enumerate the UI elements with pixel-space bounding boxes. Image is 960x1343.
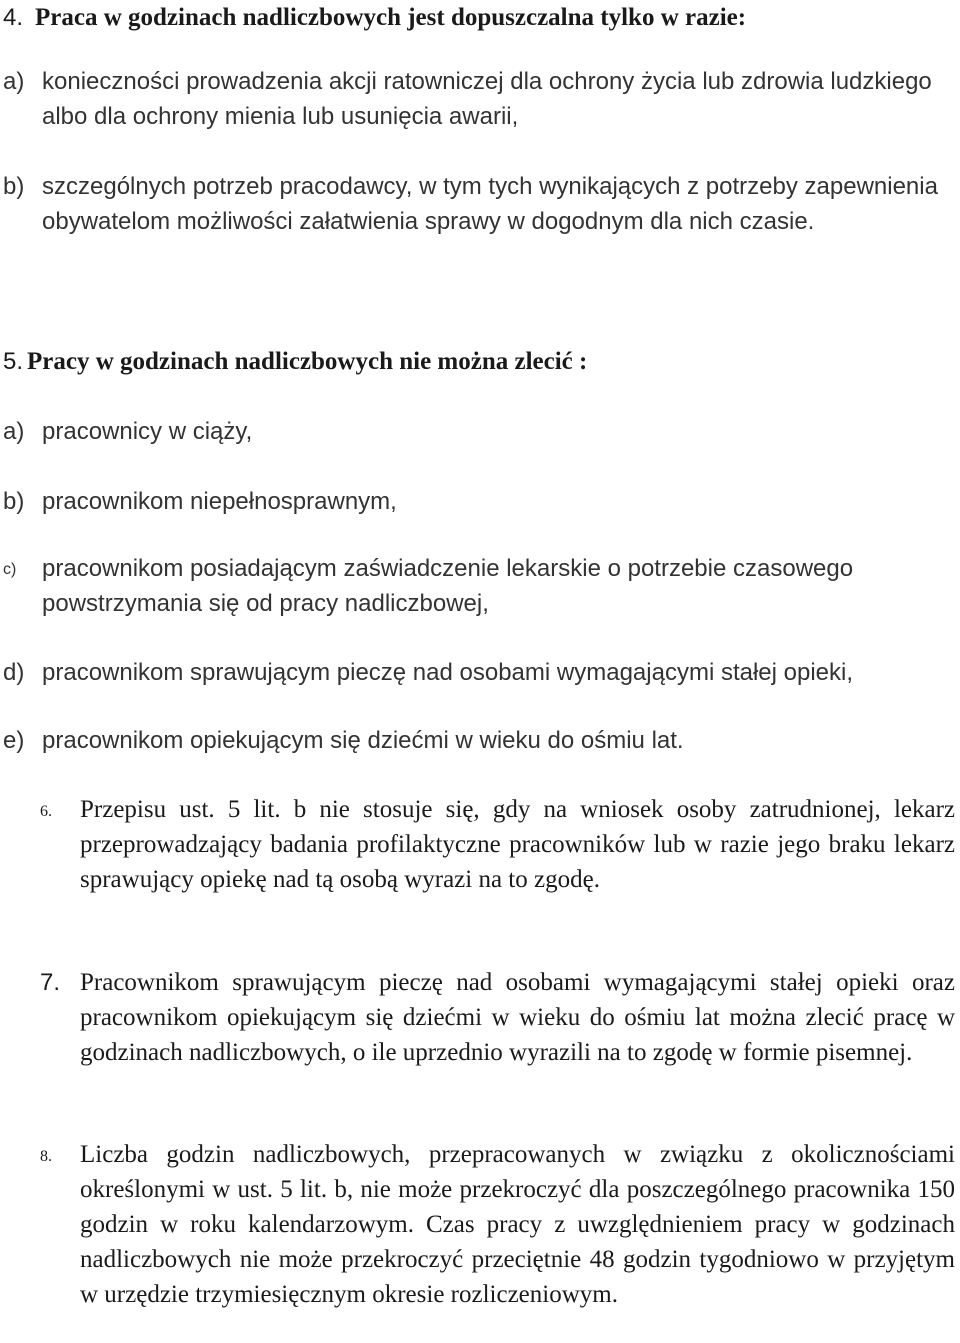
item-label: c) bbox=[3, 561, 17, 578]
section-6-number: 6. bbox=[40, 803, 52, 820]
item-text: szczególnych potrzeb pracodawcy, w tym tych wynikających z potrzeby zapewnienia obywatelom możliwości załatwienia sprawy w dogodnym dla nich czasie. bbox=[42, 173, 938, 235]
section-4-title: Praca w godzinach nadliczbowych jest dopuszczalna tylko w razie: bbox=[35, 4, 747, 31]
section-5-title: Pracy w godzinach nadliczbowych nie można zlecić : bbox=[27, 348, 588, 375]
section-7 bbox=[40, 965, 955, 1105]
section-5-item-e bbox=[3, 723, 958, 759]
item-label: b) bbox=[3, 173, 25, 200]
section-6-text: Przepisu ust. 5 lit. b nie stosuje się, gdy na wniosek osoby zatrudnionej, lekarz przeprowadzający badania profilaktyczne pracowników lub w razie jego braku lekarz sprawujący opiekę nad tą osobą wyrazi na to zgodę. bbox=[80, 796, 955, 893]
section-5-item-a bbox=[3, 414, 958, 450]
section-5-item-b bbox=[3, 484, 958, 520]
section-4-item-b bbox=[3, 169, 958, 279]
item-label: b) bbox=[3, 488, 25, 515]
item-label: e) bbox=[3, 727, 25, 754]
section-8-number: 8. bbox=[40, 1148, 52, 1165]
section-6 bbox=[40, 792, 955, 932]
item-text: pracownikom posiadającym zaświadczenie lekarskie o potrzebie czasowego powstrzymania się od pracy nadliczbowej, bbox=[42, 555, 854, 617]
item-label: d) bbox=[3, 659, 25, 686]
section-5-item-c bbox=[3, 551, 958, 623]
section-4-item-a bbox=[3, 64, 958, 136]
section-5-number: 5. bbox=[3, 348, 24, 375]
item-text: pracownicy w ciąży, bbox=[42, 418, 253, 445]
item-text: pracownikom opiekującym się dziećmi w wieku do ośmiu lat. bbox=[42, 727, 684, 754]
section-4-heading bbox=[3, 2, 746, 37]
item-label: a) bbox=[3, 68, 25, 95]
section-5-heading bbox=[3, 344, 587, 383]
section-8 bbox=[40, 1137, 955, 1343]
item-text: pracownikom niepełnosprawnym, bbox=[42, 488, 397, 515]
item-text: pracownikom sprawującym pieczę nad osobami wymagającymi stałej opieki, bbox=[42, 659, 854, 686]
section-7-number: 7. bbox=[40, 969, 61, 996]
section-5-item-d bbox=[3, 655, 958, 691]
item-label: a) bbox=[3, 418, 25, 445]
section-8-text: Liczba godzin nadliczbowych, przepracowanych w związku z okolicznościami określonymi w ust. 5 lit. b, nie może przekroczyć dla poszczególnego pracownika 150 godzin w roku kalendarzowym. Czas pracy z uwzględnieniem pracy w godzinach nadliczbowych nie może przekroczyć przeciętnie 48 godzin tygodniowo w przyjętym w urzędzie trzymiesięcznym okresie rozliczeniowym. bbox=[80, 1141, 955, 1308]
item-text: konieczności prowadzenia akcji ratowniczej dla ochrony życia lub zdrowia ludzkiego albo dla ochrony mienia lub usunięcia awarii, bbox=[42, 68, 932, 130]
section-7-text: Pracownikom sprawującym pieczę nad osobami wymagającymi stałej opieki oraz pracownikom opiekującym się dziećmi w wieku do ośmiu lat można zlecić pracę w godzinach nadliczbowych, o ile uprzednio wyrazili na to zgodę w formie pisemnej. bbox=[80, 969, 955, 1066]
section-4-number: 4. bbox=[3, 4, 24, 31]
